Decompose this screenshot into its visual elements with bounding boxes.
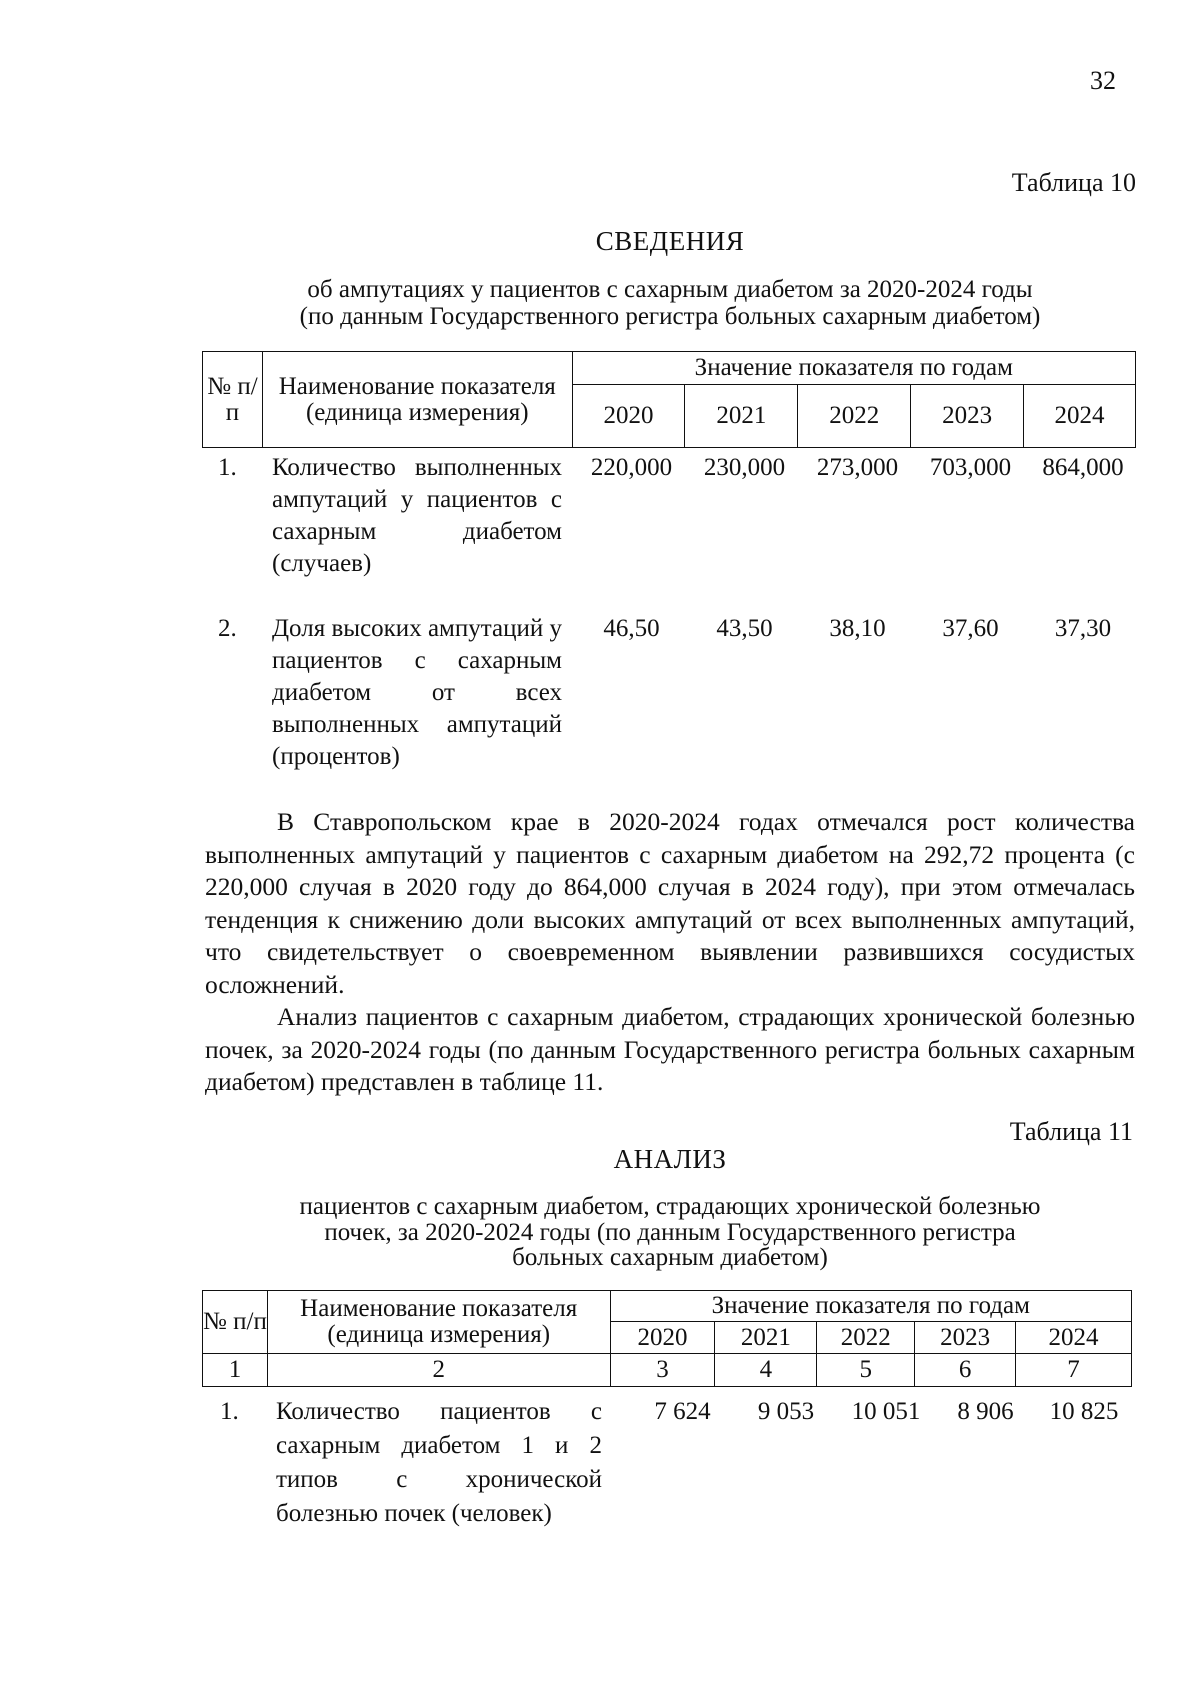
header-values-by-year: Значение показателя по годам <box>572 352 1135 385</box>
header-year: 2024 <box>1016 1322 1132 1354</box>
table-11-subtitle-line-1: пациентов с сахарным диабетом, страдающих хронической болезнью <box>299 1193 1041 1220</box>
header-year: 2021 <box>715 1322 817 1354</box>
table-11-subtitle-line-3: больных сахарным диабетом) <box>512 1244 828 1271</box>
header-num: № п/п <box>203 352 263 448</box>
row-indicator-name: Количество пациентов с сахарным диабетом 1 и 2 типов с хронической болезнью почек (человек) <box>276 1398 602 1527</box>
row-value: 38,10 <box>829 615 886 642</box>
table-10-subtitle-line-2: (по данным Государственного регистра больных сахарным диабетом) <box>299 303 1041 330</box>
column-number: 3 <box>610 1354 715 1387</box>
row-indicator-name: Количество выполненных ампутаций у пациентов с сахарным диабетом (случаев) <box>272 454 562 577</box>
row-value: 10 051 <box>851 1398 921 1425</box>
row-value: 7 624 <box>654 1398 711 1425</box>
body-paragraph: В Ставропольском крае в 2020-2024 годах отмечался рост количества выполненных ампутаций у пациентов с сахарным диабетом на 292,72 процента (с 220,000 случая в 2020 году до 864,000 случая в 2024 году), при этом отмечалась тенденция к снижению доли высоких ампутаций от всех выполненных ампутаций, что свидетельствует о своевременном выявлении развившихся сосудистых осложнений. <box>205 807 1135 999</box>
column-number: 6 <box>915 1354 1016 1387</box>
table-11-label: Таблица 11 <box>1009 1117 1133 1146</box>
table-10-label: Таблица 10 <box>1011 168 1136 197</box>
row-indicator-name: Доля высоких ампутаций у пациентов с сахарным диабетом от всех выполненных ампутаций (процентов) <box>272 615 562 770</box>
row-value: 273,000 <box>816 454 899 481</box>
page-number: 32 <box>1090 66 1116 95</box>
row-value: 10 825 <box>1049 1398 1119 1425</box>
row-number: 2. <box>218 615 237 642</box>
column-number: 2 <box>267 1354 610 1387</box>
row-value: 43,50 <box>716 615 773 642</box>
header-year: 2022 <box>817 1322 915 1354</box>
table-11-header <box>202 1290 1132 1387</box>
header-year: 2020 <box>572 385 685 448</box>
table-11-title: АНАЛИЗ <box>613 1144 727 1174</box>
header-year: 2023 <box>911 385 1024 448</box>
table-10-subtitle-line-1: об ампутациях у пациентов с сахарным диабетом за 2020-2024 годы <box>307 276 1033 303</box>
row-value: 9 053 <box>757 1398 815 1425</box>
row-number: 1. <box>218 454 237 481</box>
row-number: 1. <box>220 1398 239 1425</box>
row-value: 220,000 <box>590 454 673 481</box>
column-number: 4 <box>715 1354 817 1387</box>
header-num: № п/п <box>203 1291 268 1354</box>
row-value: 8 906 <box>957 1398 1014 1425</box>
row-value: 230,000 <box>703 454 786 481</box>
header-year: 2021 <box>685 385 798 448</box>
header-year: 2022 <box>798 385 911 448</box>
table-11-subtitle-line-2: почек, за 2020-2024 годы (по данным Государственного регистра <box>324 1219 1016 1246</box>
header-year: 2020 <box>610 1322 715 1354</box>
table-10-header <box>202 351 1136 448</box>
column-number: 5 <box>817 1354 915 1387</box>
row-value: 37,60 <box>942 615 999 642</box>
table-10-title: СВЕДЕНИЯ <box>595 226 745 256</box>
row-value: 37,30 <box>1054 615 1112 642</box>
header-indicator-name: Наименование показателя (единица измерения) <box>262 352 572 448</box>
body-paragraph: Анализ пациентов с сахарным диабетом, страдающих хронической болезнью почек, за 2020-2024 годы (по данным Государственного регистра больных сахарным диабетом) представлен в таблице 11. <box>205 1002 1135 1096</box>
row-value: 864,000 <box>1042 454 1124 481</box>
row-value: 46,50 <box>603 615 660 642</box>
row-value: 703,000 <box>929 454 1012 481</box>
header-year: 2023 <box>915 1322 1016 1354</box>
header-indicator-name: Наименование показателя (единица измерения) <box>267 1291 610 1354</box>
column-number: 1 <box>203 1354 268 1387</box>
header-values-by-year: Значение показателя по годам <box>610 1291 1131 1322</box>
header-year: 2024 <box>1024 385 1136 448</box>
column-number: 7 <box>1016 1354 1132 1387</box>
